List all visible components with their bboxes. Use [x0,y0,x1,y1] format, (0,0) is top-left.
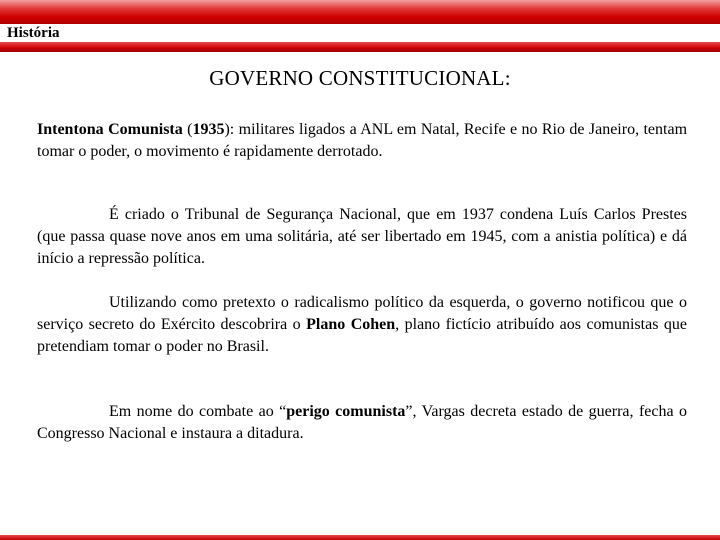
paragraph-plano-cohen [37,292,687,358]
paragraph-tribunal [37,204,687,270]
header-bar [0,0,720,24]
paragraph-intentona [37,119,687,163]
paragraph-intentona-text: militares ligados a ANL em Natal, Recife e no Rio de Janeiro, tentam tomar o poder, o movimento é rapidamente derrotado. [37,121,688,160]
term-perigo-comunista: perigo comunista [286,403,406,420]
year-close: ): [224,121,239,138]
term-intentona: Intentona Comunista [37,121,183,138]
header-rule [0,42,720,52]
paragraph-perigo-after: ”, Vargas decreta estado de guerra, fecha o Congresso Nacional e instaura a ditadura. [37,403,687,442]
year-1935: 1935 [192,121,225,138]
paragraph-perigo-before: Em nome do combate ao “ [109,403,287,420]
paragraph-tribunal-text: É criado o Tribunal de Segurança Nacional, que em 1937 condena Luís Carlos Prestes (que passa quase nove anos em uma solitária, até ser libertado em 1945, com a anistia política) e dá início a repressão política. [37,206,687,267]
paragraph-plano-cohen-before: Utilizando como pretexto o radicalismo político da esquerda, o governo notificou que o serviço secreto do Exército descobrira o [37,294,687,333]
paragraph-plano-cohen-after: , plano fictício atribuído aos comunistas que pretendiam tomar o poder no Brasil. [37,316,688,355]
year-open: ( [182,121,193,138]
paragraph-perigo-comunista [37,401,687,445]
footer-rule [0,535,720,540]
term-plano-cohen: Plano Cohen [306,316,396,333]
subject-label: História [7,25,60,41]
page-title: GOVERNO CONSTITUCIONAL: [209,66,511,90]
